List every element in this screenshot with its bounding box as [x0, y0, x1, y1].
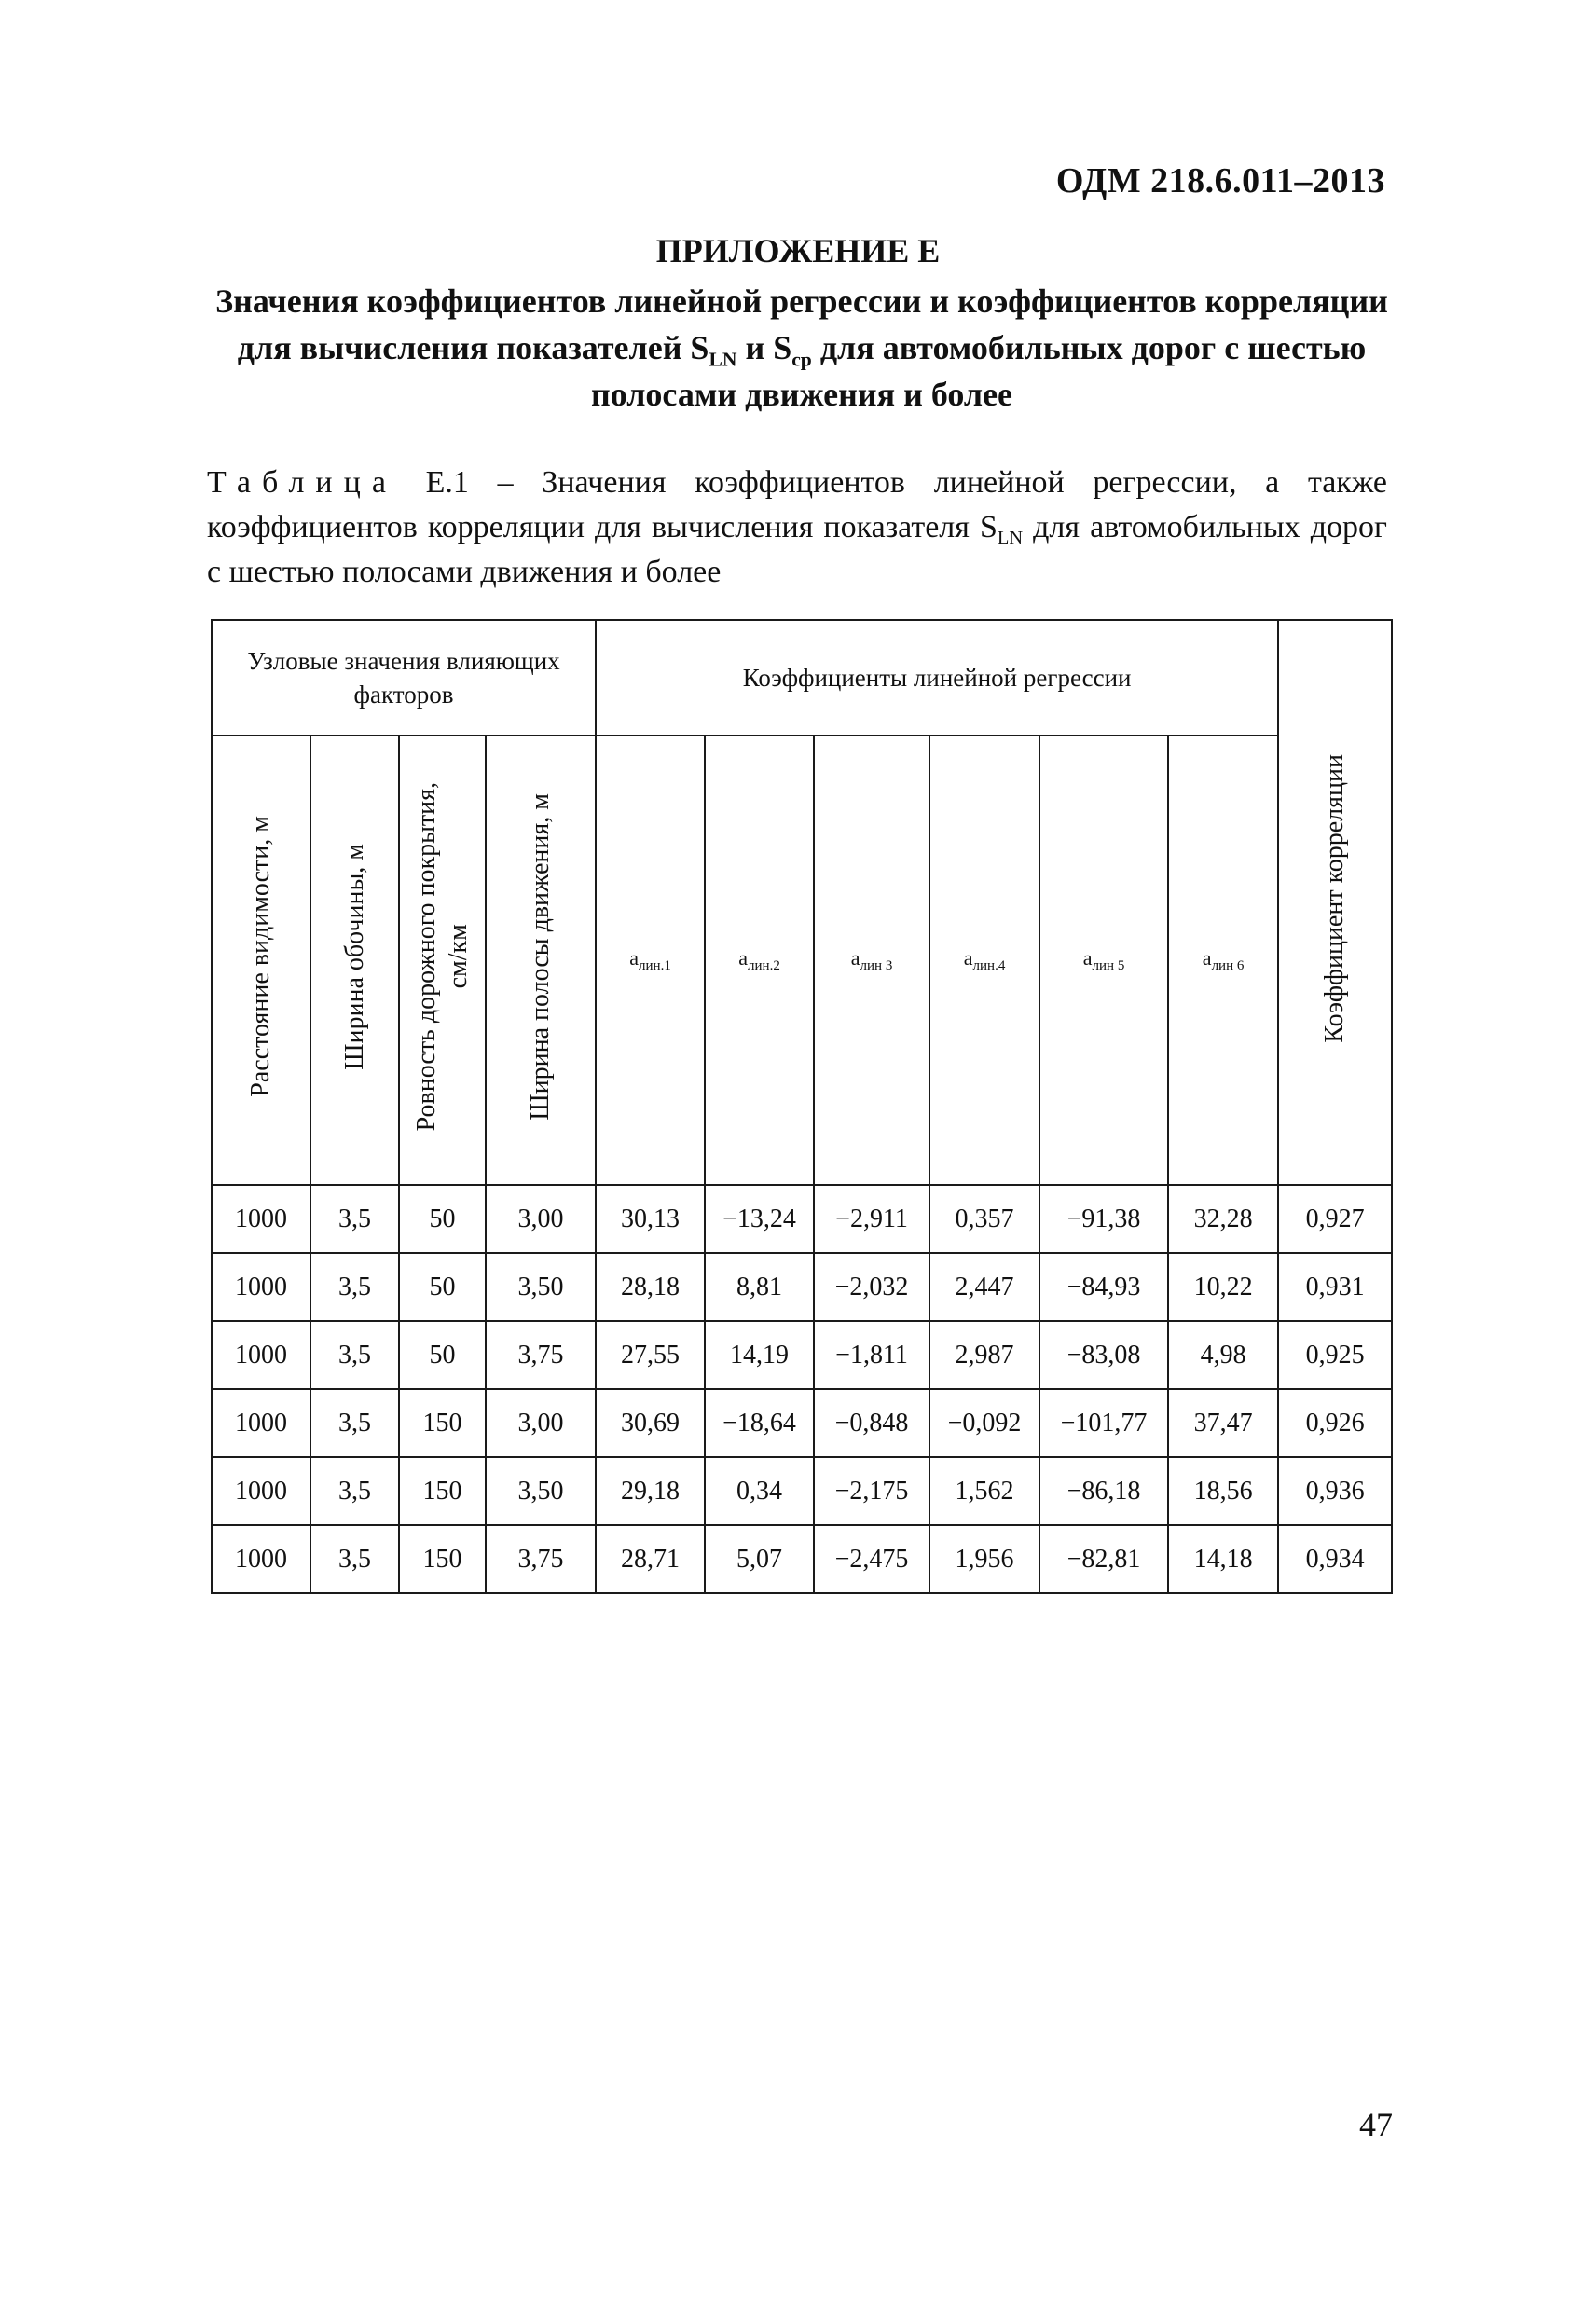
table-cell: 1000	[212, 1457, 310, 1525]
table-cell: 28,18	[596, 1253, 705, 1321]
header-coef-5	[1039, 736, 1168, 1185]
header-factor-1	[212, 736, 310, 1185]
table-cell: 8,81	[705, 1253, 814, 1321]
header-coef-3	[814, 736, 929, 1185]
header-correlation-label: Коэффициент корреляции	[1320, 754, 1350, 1043]
table-cell: 3,5	[310, 1321, 399, 1389]
header-correlation	[1278, 620, 1392, 1185]
table-cell: 28,71	[596, 1525, 705, 1593]
table-cell: 5,07	[705, 1525, 814, 1593]
table-cell: 2,447	[929, 1253, 1039, 1321]
header-factor-3	[399, 736, 486, 1185]
subtitle-text-3: для автомобильных дорог с шестью полосами движения и более	[590, 329, 1367, 413]
header-factor-label: Расстояние видимости, м	[246, 816, 275, 1097]
header-coef-subscript: лин.4	[972, 958, 1006, 973]
header-coef-base: a	[629, 946, 640, 970]
table-cell: −13,24	[705, 1185, 814, 1253]
table-cell: −0,092	[929, 1389, 1039, 1457]
table-cell: 3,00	[486, 1185, 596, 1253]
table-caption-text-2: для автомобильных дорог с шестью полосами движения и более	[207, 510, 1387, 589]
table-cell: 14,19	[705, 1321, 814, 1389]
header-coef-base: a	[963, 946, 973, 970]
table-cell: 27,55	[596, 1321, 705, 1389]
table-cell: 3,50	[486, 1457, 596, 1525]
table-cell: 14,18	[1168, 1525, 1278, 1593]
table-cell: 37,47	[1168, 1389, 1278, 1457]
header-coef-subscript: лин 6	[1211, 958, 1245, 973]
header-factor-label: Ровность дорожного покрытия, см/км	[411, 781, 473, 1132]
table-cell: 3,75	[486, 1525, 596, 1593]
table-caption	[207, 461, 1387, 595]
appendix-subtitle	[205, 278, 1398, 418]
table-cell: 0,357	[929, 1185, 1039, 1253]
subtitle-text-1: Значения коэффициентов линейной регрессии и коэффициентов корреляции для вычисления показателей S	[215, 282, 1388, 366]
table-row	[212, 1525, 1392, 1593]
table-cell: 0,34	[705, 1457, 814, 1525]
table-cell: 10,22	[1168, 1253, 1278, 1321]
table-cell: 50	[399, 1253, 486, 1321]
table-row	[212, 1389, 1392, 1457]
header-coef-base: a	[1082, 946, 1093, 970]
table-cell: −0,848	[814, 1389, 929, 1457]
table-cell: −2,032	[814, 1253, 929, 1321]
table-cell: 0,927	[1278, 1185, 1392, 1253]
table-row	[212, 1253, 1392, 1321]
header-factor-label: Ширина полосы движения, м	[526, 792, 556, 1121]
table-cell: 32,28	[1168, 1185, 1278, 1253]
appendix-title: ПРИЛОЖЕНИЕ Е	[655, 232, 941, 269]
table-cell: 1000	[212, 1525, 310, 1593]
header-coef-base: a	[738, 946, 749, 970]
header-coefficients-group: Коэффициенты линейной регрессии	[596, 620, 1278, 736]
table-cell: 30,69	[596, 1389, 705, 1457]
header-coef-4	[929, 736, 1039, 1185]
table-cell: 0,934	[1278, 1525, 1392, 1593]
table-cell: −101,77	[1039, 1389, 1168, 1457]
header-coef-subscript: лин.2	[748, 958, 780, 973]
table-cell: 3,00	[486, 1389, 596, 1457]
table-row	[212, 1321, 1392, 1389]
header-coef-subscript: лин 3	[860, 958, 893, 973]
header-factor-label: Ширина обочины, м	[339, 843, 369, 1070]
header-factor-4	[486, 736, 596, 1185]
table-cell: 1000	[212, 1185, 310, 1253]
table-cell: 29,18	[596, 1457, 705, 1525]
table-caption-label: Таблица	[207, 465, 397, 500]
table-cell: 0,931	[1278, 1253, 1392, 1321]
table-cell: 1000	[212, 1389, 310, 1457]
table-cell: 3,5	[310, 1253, 399, 1321]
header-coef-6	[1168, 736, 1278, 1185]
table-cell: 1,956	[929, 1525, 1039, 1593]
table-cell: −86,18	[1039, 1457, 1168, 1525]
table-cell: 3,5	[310, 1457, 399, 1525]
table-cell: −83,08	[1039, 1321, 1168, 1389]
header-coef-subscript: лин.1	[639, 958, 671, 973]
header-factor-2	[310, 736, 399, 1185]
page-number: 47	[1359, 2106, 1393, 2143]
table-cell: −2,911	[814, 1185, 929, 1253]
header-coef-base: a	[850, 946, 860, 970]
header-factors-group: Узловые значения влияющих факторов	[212, 620, 596, 736]
table-cell: 0,926	[1278, 1389, 1392, 1457]
table-cell: 1000	[212, 1321, 310, 1389]
subtitle-subscript-ln: LN	[709, 348, 737, 371]
table-cell: 18,56	[1168, 1457, 1278, 1525]
table-cell: 2,987	[929, 1321, 1039, 1389]
table-cell: 3,5	[310, 1389, 399, 1457]
header-coef-base: a	[1202, 946, 1212, 970]
table-cell: 1,562	[929, 1457, 1039, 1525]
table-cell: −2,475	[814, 1525, 929, 1593]
table-cell: −1,811	[814, 1321, 929, 1389]
document-code: ОДМ 218.6.011–2013	[1055, 161, 1385, 200]
table-row	[212, 1185, 1392, 1253]
table-cell: 50	[399, 1185, 486, 1253]
table-cell: −2,175	[814, 1457, 929, 1525]
table-cell: 1000	[212, 1253, 310, 1321]
table-cell: −84,93	[1039, 1253, 1168, 1321]
table-cell: 4,98	[1168, 1321, 1278, 1389]
header-coef-2	[705, 736, 814, 1185]
table-caption-text-1: Е.1 – Значения коэффициентов линейной регрессии, а также коэффициентов корреляции для вычисления показателя S	[207, 465, 1387, 544]
table-cell: −18,64	[705, 1389, 814, 1457]
header-coef-subscript: лин 5	[1092, 958, 1125, 973]
subtitle-text-2: и S	[736, 329, 792, 366]
table-row	[212, 1457, 1392, 1525]
regression-coefficients-table	[211, 619, 1393, 1594]
table-cell: 3,50	[486, 1253, 596, 1321]
table-cell: −91,38	[1039, 1185, 1168, 1253]
table-caption-subscript: LN	[997, 528, 1024, 549]
table-cell: 50	[399, 1321, 486, 1389]
subtitle-subscript-sr: ср	[791, 348, 812, 371]
header-coef-1	[596, 736, 705, 1185]
table-cell: 3,5	[310, 1185, 399, 1253]
table-cell: −82,81	[1039, 1525, 1168, 1593]
table-cell: 0,925	[1278, 1321, 1392, 1389]
table-cell: 150	[399, 1525, 486, 1593]
table-cell: 3,5	[310, 1525, 399, 1593]
table-cell: 30,13	[596, 1185, 705, 1253]
table-cell: 150	[399, 1389, 486, 1457]
table-cell: 0,936	[1278, 1457, 1392, 1525]
table-cell: 3,75	[486, 1321, 596, 1389]
table-cell: 150	[399, 1457, 486, 1525]
